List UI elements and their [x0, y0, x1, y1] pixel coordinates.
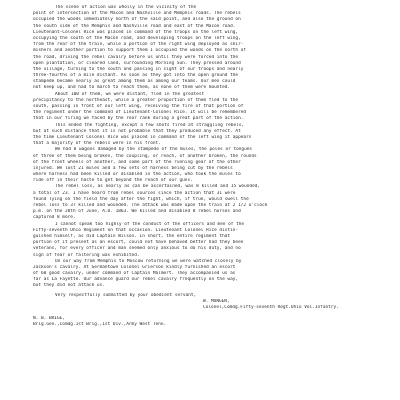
text-line: We had 8 wagons damaged by the stampede of the mules, the poles or tongues [55, 147, 253, 153]
text-line: the time Lieutenant Colonel Rice was placed in command of the left wing it appears [33, 134, 252, 140]
text-line: guished himself, as did Captain Wilson. In short, the entire regiment that [33, 233, 231, 239]
text-line: open plantation, or cleared land, surrounding Morning Sun. They pressed around [33, 60, 241, 66]
text-line: The rebel loss, as nearly as can be ascertained, was 8 killed and 15 wounded, [55, 184, 261, 190]
text-line: rebel loss to 37 killed and wounded. The attack was made upon the train at 2 1/2 o'clock [33, 203, 268, 208]
addressee-block [33, 316, 376, 328]
text-line: The scene of action was wholly in the vicinity of the [55, 5, 197, 10]
text-line: sign of fear or faltering was exhibited. [33, 252, 140, 258]
paragraph [33, 5, 376, 123]
text-line: but they did not attack us. [33, 283, 105, 289]
text-line: three-fourths of a mile distant. As soon as they got into the open ground the [33, 73, 239, 79]
text-line: far as La Fayette. Our advance guard our rebel cavalry frequently on the way, [33, 277, 239, 283]
addressee-title: Brig.Gen.,Comdg.1st Brig.,1st Div.,Army West Tenn. [33, 322, 167, 328]
text-line: the village, turning to the south and passing in sight of our troops and nearly [33, 66, 244, 72]
text-line: p.m. on the 20th of June, A.D. 1863. We killed and disabled 8 rebel horses and [33, 209, 241, 215]
closing-line: Very respectfully submitted by your obedient servant, [55, 292, 197, 298]
text-line: a total of 23. I have heard from rebel sources since the action that 31 were [33, 190, 236, 196]
text-line: but at such distance that it is not probable that they produced any effect. At [33, 128, 241, 134]
text-line: This ended the fighting, except a few shots fired at straggling rebels, [55, 122, 245, 128]
signature-name: W. MUNGEN, [203, 298, 230, 304]
text-line: the south side of the Memphis and Nashville road and east of the Macon road. [33, 23, 236, 29]
text-line: of 60 good cavalry, under command of Captain Malmert. They accompanied us as [33, 271, 236, 277]
text-line: of three of them being broken, the coupling, or reach, of another broken, the rounds [33, 153, 257, 159]
text-line: injured. We lost 21 mules and a few sets of harness being cut by the rebels [33, 165, 233, 171]
text-line: the road, driving the rebel cavalry before us until they were forced into the [33, 54, 239, 60]
text-line: point of intersection of the Macon and Nashville and Memphis roads. The rebels [33, 11, 241, 17]
text-line: found lying on the field the day after the fight, which, if true, would swell the [33, 196, 249, 202]
text-line: portion of it present as an escort, could not have behaved better had they been [33, 240, 244, 246]
text-line: Lieutenant-Colonel Rice was placed in command of the troops on the left wing, [33, 29, 239, 35]
text-line: ride off in their haste to get beyond the reach of our guns. [33, 178, 193, 184]
text-line: south, passing in front of our left wing, receiving the fire of that portion of [33, 104, 244, 109]
text-line: About 100 of them, we were distant, fled in the greatest [55, 91, 205, 97]
signature-block [33, 293, 376, 312]
text-line: I cannot speak too highly of the conduct of the officers and men of the [55, 221, 245, 227]
addressee-name: N. B. BRIGE, [33, 316, 65, 322]
paragraph [33, 123, 376, 148]
text-line: Fifty-seventh Ohio Regiment on that occasion. Lieutenant Colonel Rice distin- [33, 227, 239, 233]
text-line: the regiment under the command of Lieutenant-Colonel Rice. It will be remembered [33, 110, 247, 116]
text-line: occupied the woods immediately north of the said point, and also the ground on [33, 17, 241, 23]
text-line: not keep up, and had to march to reach them, as none of them were mounted. [33, 85, 231, 91]
text-line: captured 8 more. [33, 215, 76, 221]
text-line: veterans, for every officer and man seemed only anxious to do his duty, and no [33, 246, 241, 252]
paragraph [33, 184, 376, 221]
text-line: stampede became nearly as great among them as among our teams. Our men could [33, 79, 236, 85]
text-line: that a majority of the rebels were in his front. [33, 141, 161, 147]
text-line: Jackson's cavalry. At Germantown Colonel Grierson kindly furnished an escort [33, 264, 236, 270]
report-body [33, 5, 376, 329]
paragraph [33, 259, 376, 290]
text-line: of the front wheels of another, and some part of the running gear of the other [33, 159, 241, 165]
paragraph [33, 222, 376, 259]
text-line: mishers and another portion to support them I occupied the woods on the north of [33, 48, 247, 54]
signature-title: Colonel,Comdg.Fifty-seventh Regt.Ohio Vol.Infantry. [203, 305, 339, 310]
text-line: that in our firing we faced by the rear rank during a great part of the action. [33, 116, 244, 122]
paragraph [33, 147, 376, 184]
text-line: where harness had been killed or disabled in the action, who took the mules to [33, 172, 241, 178]
text-line: occupying the south of the Macon road, and developing troops on the left wing, [33, 35, 241, 41]
text-line: from the rear of the train, while a portion of the right wing deployed as skir- [33, 42, 244, 48]
text-line: precipitancy to the northeast, while a greater proportion of them fled to the [33, 97, 239, 103]
text-line: On our way from Memphis to Moscow returning we were watched closely by [55, 258, 242, 264]
